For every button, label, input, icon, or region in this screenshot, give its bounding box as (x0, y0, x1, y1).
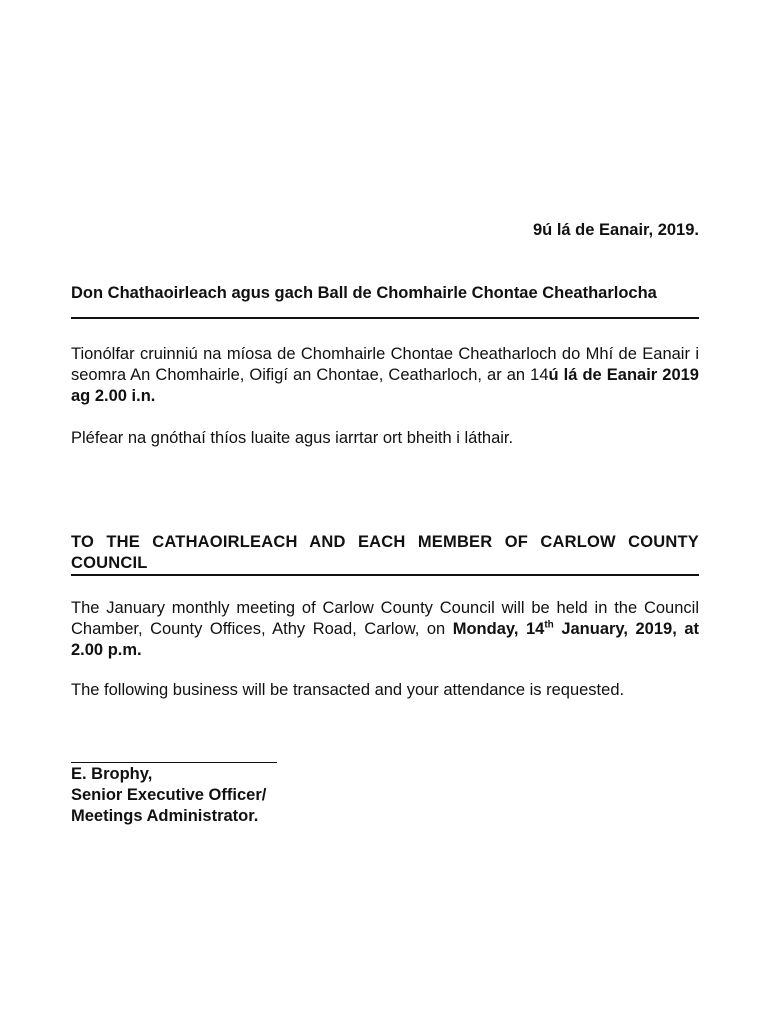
irish-notice-date: ú lá de Eanair 2019 ag 2.00 i.n. (71, 366, 699, 405)
signatory-title: Senior Executive Officer/ (71, 786, 267, 804)
english-attendance-request: The following business will be transacted and your attendance is requested. (71, 681, 625, 699)
english-notice-date: Monday, 14th January, 2019, at 2.00 p.m. (71, 619, 700, 659)
letter-date: 9ú lá de Eanair, 2019. (532, 221, 699, 239)
english-notice-text: The January monthly meeting of Carlow County Council will be held in the Council Chamber, County Offices, Athy Road, Carlow, on (71, 599, 699, 638)
signatory-name: E. Brophy, (71, 765, 153, 783)
irish-notice-text: Tionólfar cruinniú na míosa de Chomhairle Chontae Cheatharloch do Mhí de Eanair i seomra An Chomhairle, Oifigí an Chontae, Ceatharloch, ar an 14 (71, 345, 699, 384)
letter-page (71, 0, 699, 1024)
addressee-irish: Don Chathaoirleach agus gach Ball de Chomhairle Chontae Cheatharlocha (71, 284, 657, 302)
english-meeting-notice (71, 598, 699, 661)
divider-rule (71, 574, 699, 576)
irish-meeting-notice (71, 344, 699, 407)
signature-block (71, 764, 266, 827)
signature-line (71, 762, 277, 763)
irish-attendance-request: Pléfear na gnóthaí thíos luaite agus iarrtar ort bheith i láthair. (71, 429, 514, 447)
signatory-role: Meetings Administrator. (71, 807, 259, 825)
addressee-english: TO THE CATHAOIRLEACH AND EACH MEMBER OF CARLOW COUNTY COUNCIL (71, 533, 699, 572)
divider-rule (71, 317, 699, 319)
